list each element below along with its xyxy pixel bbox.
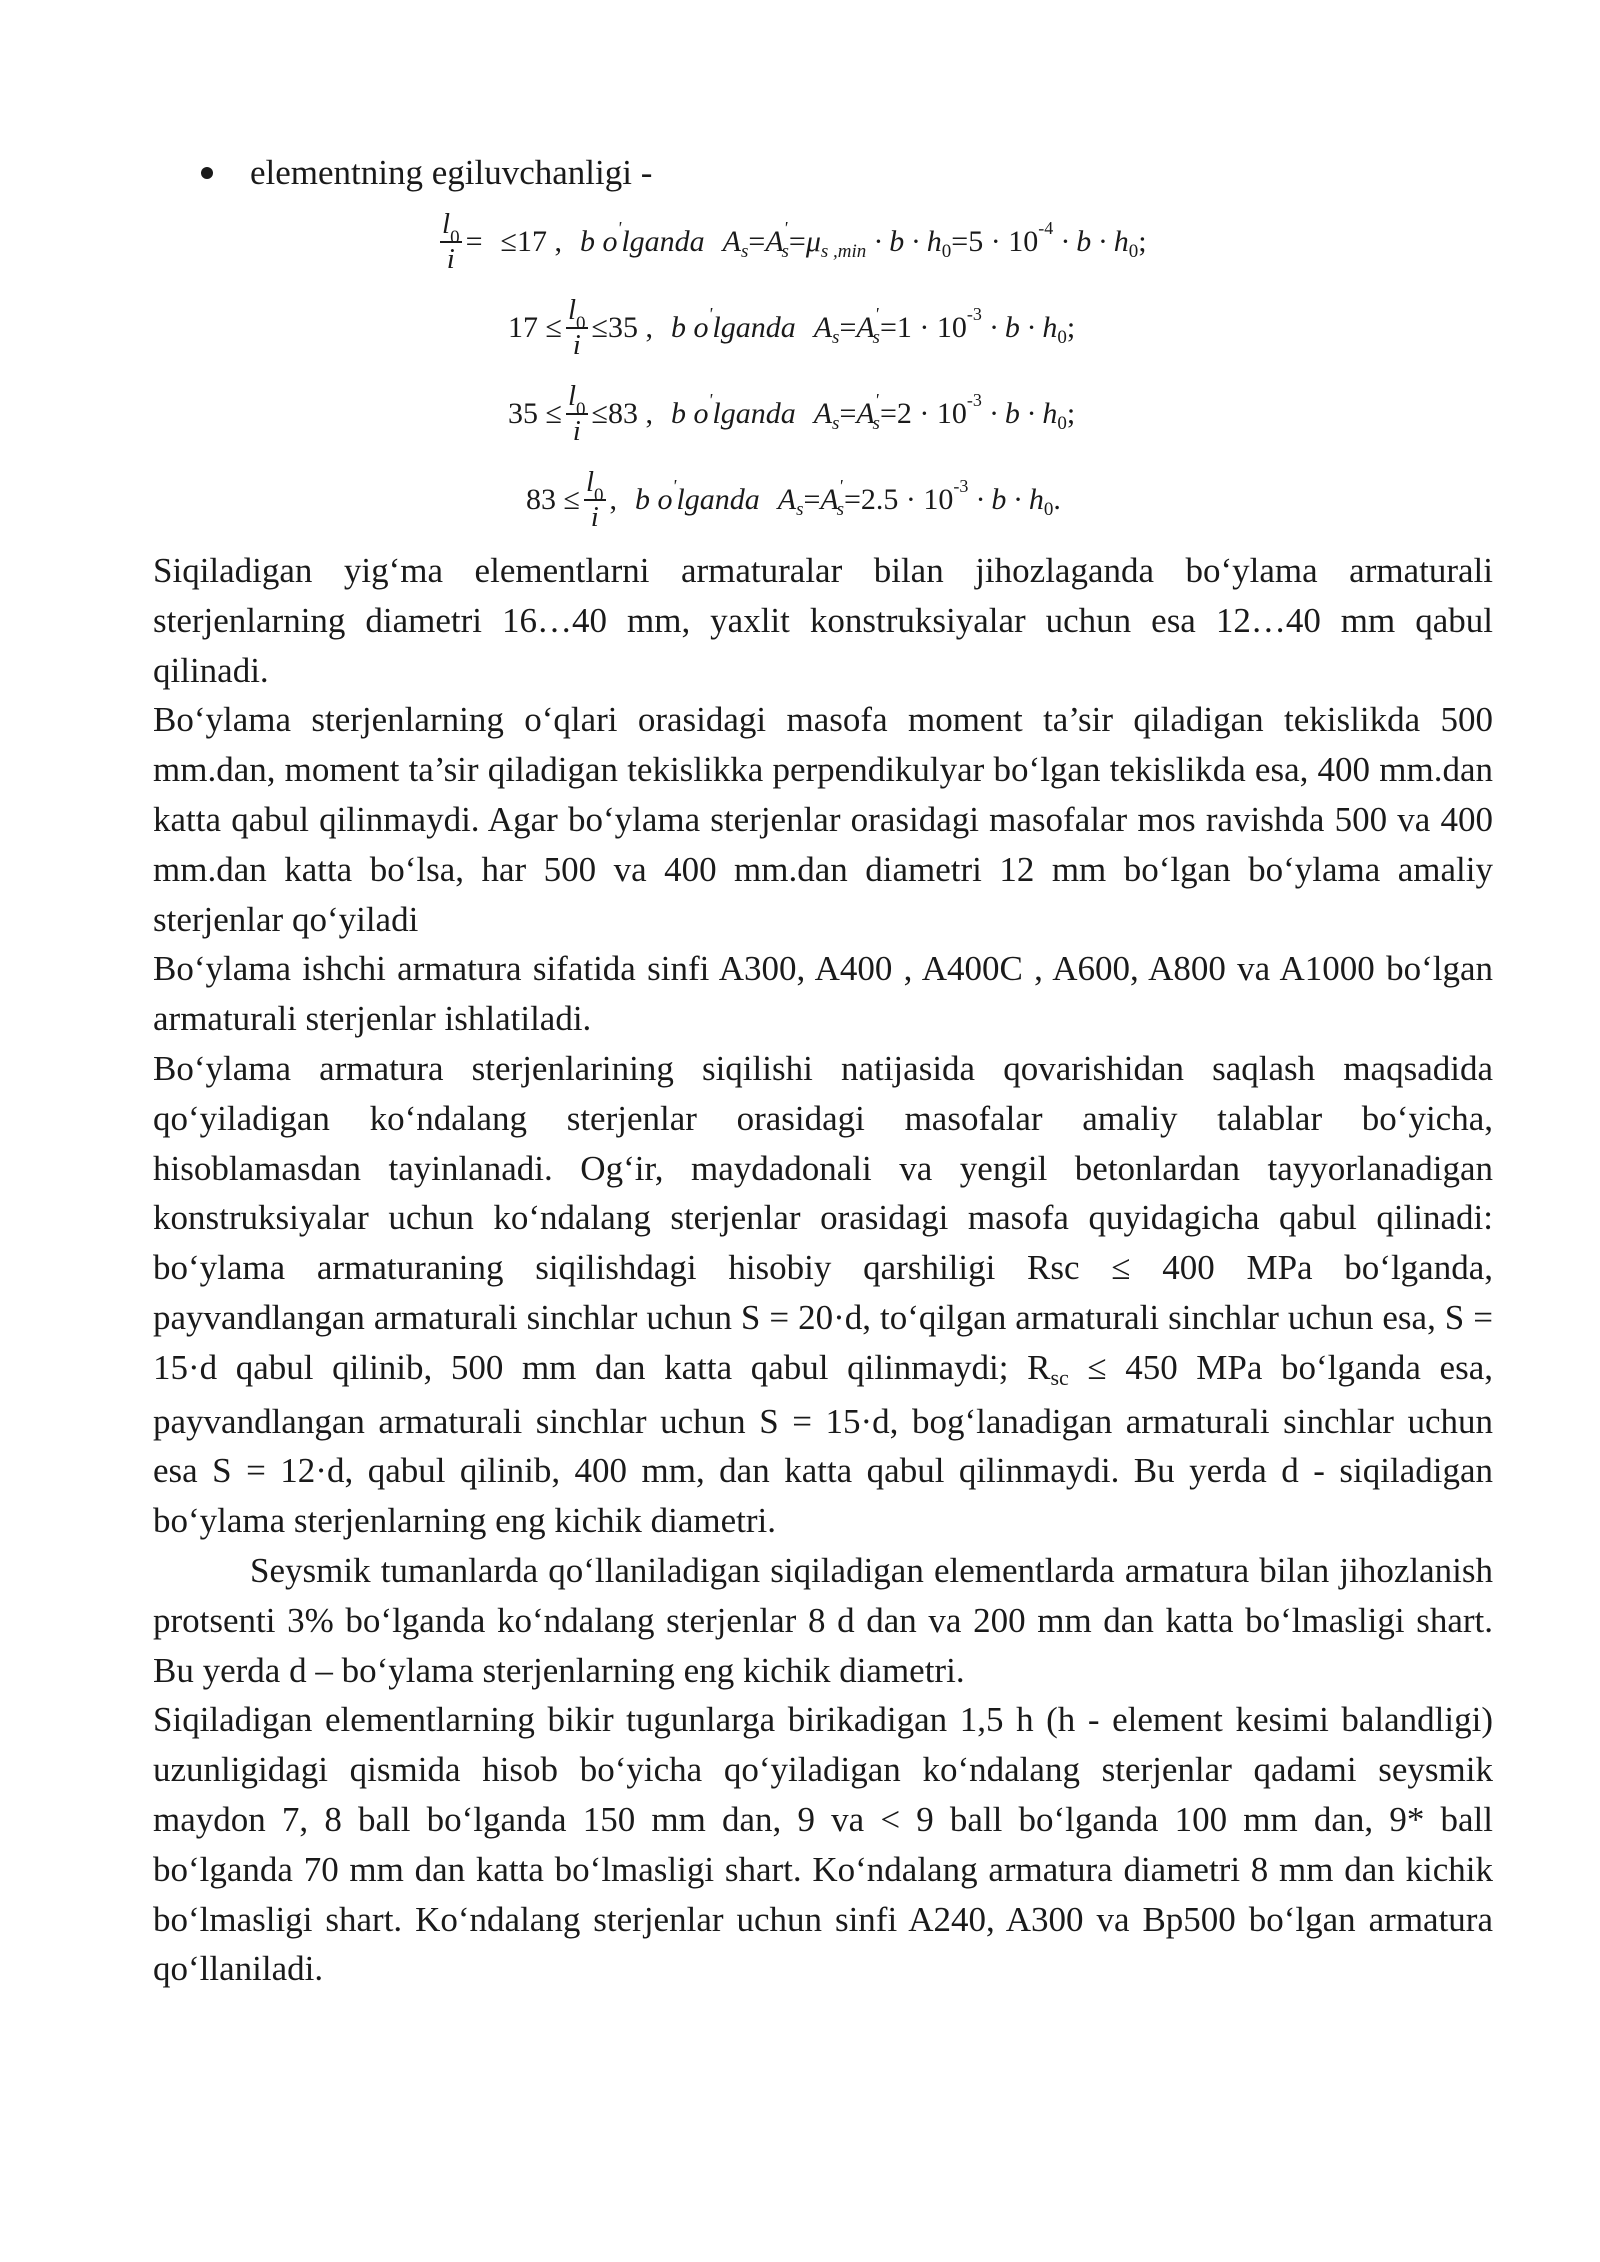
- bullet-text: elementning egiluvchanligi -: [250, 153, 653, 192]
- paragraph-joints: Siqiladigan elementlarning bikir tugunlarga birikadigan 1,5 h (h - element kesimi balandligi) uzunligidagi qismida hisob bo‘yicha qo‘yiladigan ko‘ndalang sterjenlar qadami seysmik maydon 7, 8 ball bo‘lganda 150 mm dan, 9 va < 9 ball bo‘lganda 100 mm dan, 9* ball bo‘lganda 70 mm dan katta bo‘lmasligi shart. Ko‘ndalang armatura diametri 8 mm dan kichik bo‘lmasligi shart. Ko‘ndalang sterjenlar uchun sinfi A240, A300 va Bp500 bo‘lgan armatura qo‘llaniladi.: [153, 1700, 1493, 1989]
- formula-1: $\frac{l_0}{i}$ = ≤17 , b o ' lganda A s = A ' s = μ s ,min · b · h 0 =5 · 10 -4 · b · h 0 ;: [442, 208, 1147, 275]
- bullet-item: [153, 148, 1493, 198]
- bullet-icon: [201, 167, 213, 179]
- body-text: [153, 546, 1493, 1994]
- formula-4: 83 ≤ $\frac{l_0}{i}$ , b o ' lganda A s = A ' s =2.5 · 10 -3 · b · h 0 .: [526, 466, 1061, 533]
- formula-3: 35 ≤ $\frac{l_0}{i}$ ≤83 , b o ' lganda A s = A ' s =2 · 10 -3 · b · h 0 ;: [508, 380, 1076, 447]
- formula-2: 17 ≤ $\frac{l_0}{i}$ ≤35 , b o ' lganda A s = A ' s =1 · 10 -3 · b · h 0 ;: [508, 294, 1076, 361]
- paragraph-classes: Bo‘ylama ishchi armatura sifatida sinfi A300, A400 , A400C , A600, A800 va A1000 bo‘lgan armaturali sterjenlar ishlatiladi.: [153, 949, 1493, 1039]
- paragraph-transverse: Bo‘ylama armatura sterjenlarining siqilishi natijasida qovarishidan saqlash maqsadida qo‘yiladigan ko‘ndalang sterjenlar orasidagi masofalar amaliy talablar bo‘yicha, hisoblamasdan tayinlanadi. Og‘ir, maydadonali va yengil betonlardan tayyorlanadigan konstruksiyalar uchun ko‘ndalang sterjenlar orasidagi masofa quyidagicha qabul qilinadi: bo‘ylama armaturaning siqilishdagi hisobiy qarshiligi Rsc ≤ 400 MPa bo‘lganda, payvandlangan armaturali sinchlar uchun S = 20·d, to‘qilgan armaturali sinchlar uchun esa, S = 15·d qabul qilinib, 500 mm dan katta qabul qilinmaydi; Rsc ≤ 450 MPa bo‘lganda esa, payvandlangan armaturali sinchlar uchun S = 15·d, bog‘lanadigan armaturali sinchlar uchun esa S = 12·d, qabul qilinib, 400 mm, dan katta qabul qilinmaydi. Bu yerda d - siqiladigan bo‘ylama sterjenlarning eng kichik diametri.: [153, 1048, 1494, 1541]
- formula-block: [153, 202, 1493, 546]
- paragraph-diameter: Siqiladigan yig‘ma elementlarni armaturalar bilan jihozlaganda bo‘ylama armaturali sterjenlarning diametri 16…40 mm, yaxlit konstruksiyalar uchun esa 12…40 mm qabul qilinadi.: [153, 551, 1493, 690]
- document-page: [153, 148, 1493, 1994]
- paragraph-seismic: Seysmik tumanlarda qo‘llaniladigan siqiladigan elementlarda armatura bilan jihozlanish protsenti 3% bo‘lganda ko‘ndalang sterjenlar 8 d dan va 200 mm dan katta bo‘lmasligi shart. Bu yerda d – bo‘ylama sterjenlarning eng kichik diametri.: [153, 1550, 1493, 1690]
- paragraph-spacing: Bo‘ylama sterjenlarning o‘qlari orasidagi masofa moment ta’sir qiladigan tekislikda 500 mm.dan, moment ta’sir qiladigan tekislikka perpendikulyar bo‘lgan tekislikda esa, 400 mm.dan katta qabul qilinmaydi. Agar bo‘ylama sterjenlar orasidagi masofalar mos ravishda 500 va 400 mm.dan katta bo‘lsa, har 500 va 400 mm.dan diametri 12 mm bo‘lgan bo‘ylama amaliy sterjenlar qo‘yiladi: [153, 700, 1493, 939]
